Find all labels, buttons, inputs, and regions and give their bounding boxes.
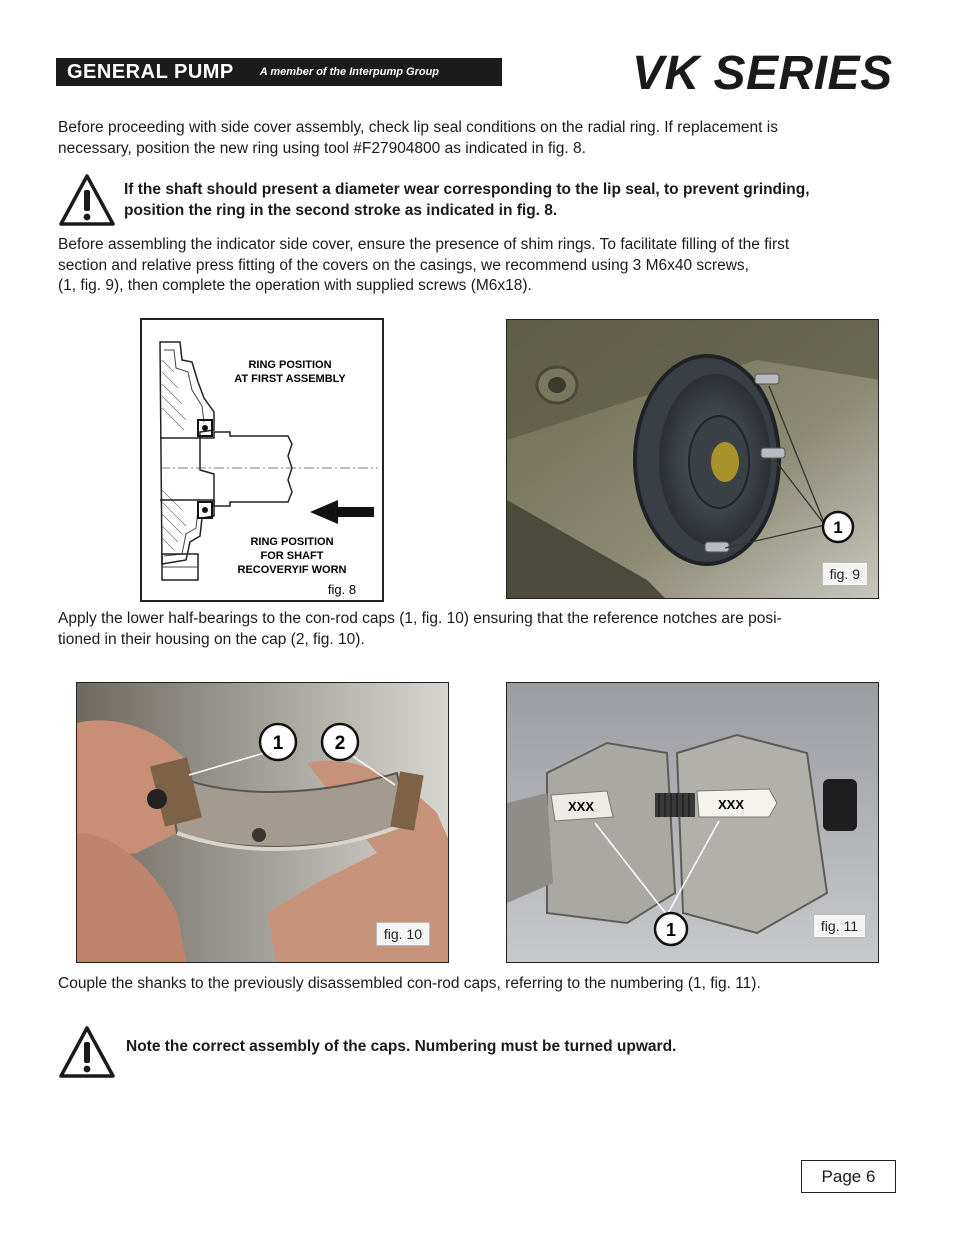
text-line: Couple the shanks to the previously disassembled con-rod caps, referring to the numbering (1, fig. 11). (58, 975, 761, 992)
fig10-half-bearing-illustration (77, 683, 449, 963)
fig9-photo (506, 319, 879, 599)
text-line: section and relative press fitting of the covers on the casings, we recommend using 3 M6x40 screws, (58, 256, 749, 274)
warning-triangle-icon (57, 172, 117, 228)
warning-shaft-wear (124, 179, 904, 221)
fig11-callout-1: 1 (665, 920, 677, 940)
couple-shanks-paragraph (58, 974, 898, 995)
fig8-label-bottom-line1: RING POSITION (250, 536, 334, 548)
warning-triangle-icon (57, 1024, 117, 1080)
text-line: Note the correct assembly of the caps. Numbering must be turned upward. (126, 1038, 677, 1055)
series-title: VK SERIES (632, 47, 893, 100)
text-line: (1, fig. 9), then complete the operation with supplied screws (M6x18). (58, 277, 532, 294)
fig9-caption: fig. 9 (822, 562, 868, 586)
fig8-label-bottom-line2: FOR SHAFT (260, 550, 324, 562)
fig8-drawing (142, 320, 382, 600)
fig11-tag-right: XXX (717, 797, 745, 812)
warning-caps-orientation (126, 1036, 886, 1057)
page-number: Page 6 (801, 1160, 896, 1193)
fig8-label-top-line1: RING POSITION (248, 359, 332, 371)
intro-paragraph (58, 118, 898, 159)
brand-bar (56, 58, 502, 86)
text-line: position the ring in the second stroke as indicated in fig. 8. (124, 202, 558, 219)
text-line: If the shaft should present a diameter wear corresponding to the lip seal, to prevent grinding, (124, 181, 810, 198)
brand-tagline: A member of the Interpump Group (259, 66, 440, 78)
fig10-callout-1: 1 (272, 733, 284, 754)
brand-name: GENERAL PUMP (67, 60, 234, 83)
text-line: Apply the lower half-bearings to the con-rod caps (1, fig. 10) ensuring that the reference notches are posi- (58, 610, 782, 627)
fig10-caption: fig. 10 (376, 922, 430, 946)
fig10-photo (76, 682, 449, 963)
fig11-photo (506, 682, 879, 963)
text-line: Before proceeding with side cover assembly, check lip seal conditions on the radial ring. If replacement is (58, 119, 778, 136)
text-line: Before assembling the indicator side cover, ensure the presence of shim rings. To facilitate filling of the first (58, 236, 790, 253)
fig8-label-bottom-line3: RECOVERYIF WORN (237, 564, 347, 576)
fig9-cover-illustration (507, 320, 879, 599)
fig10-callout-2: 2 (334, 733, 346, 754)
fig8-caption: fig. 8 (327, 582, 357, 597)
fig11-tag-left: XXX (567, 799, 595, 814)
fig8-ring-position-drawing (140, 318, 384, 602)
fig11-caption: fig. 11 (813, 914, 866, 938)
text-line: necessary, position the new ring using tool #F27904800 as indicated in fig. 8. (58, 139, 586, 157)
text-line: tioned in their housing on the cap (2, fig. 10). (58, 630, 365, 648)
fig9-callout-1: 1 (833, 518, 843, 537)
shim-paragraph (58, 235, 898, 297)
half-bearings-paragraph (58, 609, 898, 650)
fig8-label-top-line2: AT FIRST ASSEMBLY (234, 373, 346, 385)
